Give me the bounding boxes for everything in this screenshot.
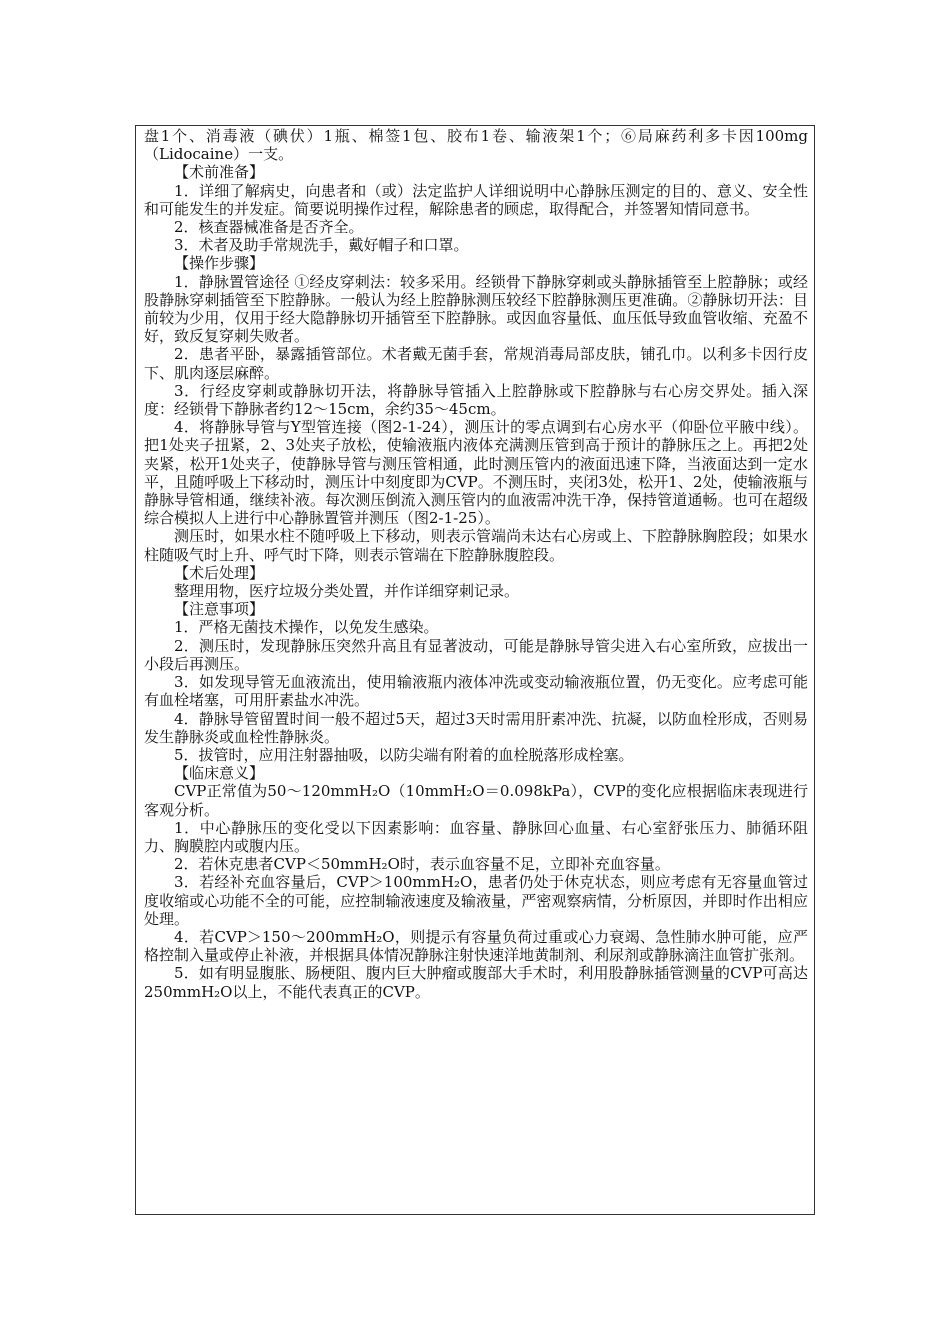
body-paragraph: 2．若休克患者CVP＜50mmH₂O时，表示血容量不足，立即补充血容量。 (174, 855, 670, 874)
body-paragraph: 3．如发现导管无血液流出，使用输液瓶内液体冲洗或变动输液瓶位置，仍无变化。应考虑可能有血栓堵塞，可用肝素盐水冲洗。 (144, 673, 808, 710)
body-paragraph: 1．严格无菌技术操作，以免发生感染。 (174, 618, 439, 637)
body-paragraph: 3．术者及助手常规洗手，戴好帽子和口罩。 (174, 236, 469, 255)
body-paragraph: 5．拔管时，应用注射器抽吸，以防尖端有附着的血栓脱落形成栓塞。 (174, 745, 634, 764)
body-paragraph: 整理用物，医疗垃圾分类处置，并作详细穿刺记录。 (174, 582, 520, 601)
body-paragraph: 4．将静脉导管与Y型管连接（图2-1-24），测压计的零点调到右心房水平（仰卧位平腋中线）。把1处夹子扭紧，2、3处夹子放松，使输液瓶内液体充满测压管到高于预计的静脉压之上。再把2处夹紧，松开1处夹子，使静脉导管与测压管相通，此时测压管内的液面迅速下降，当液面达到一定水平，且随呼吸上下移动时，测压计中刻度即为CVP。不测压时，夹闭3处，松开1、2处，使输液瓶与静脉导管相通，继续补液。每次测压倒流入测压管内的血液需冲洗干净，保持管道通畅。也可在超级综合模拟人上进行中心静脉置管并测压（图2-1-25）。 (144, 418, 808, 528)
section-heading: 【术后处理】 (174, 563, 265, 582)
body-paragraph: 4．若CVP＞150～200mmH₂O，则提示有容量负荷过重或心力衰竭、急性肺水肿可能，应严格控制入量或停止补液，并根据具体情况静脉注射快速洋地黄制剂、利尿剂或静脉滴注血管扩张剂。 (144, 927, 808, 965)
section-heading: 【注意事项】 (174, 600, 265, 619)
section-heading: 【临床意义】 (174, 764, 265, 783)
body-paragraph: 1．静脉置管途径 ①经皮穿刺法：较多采用。经锁骨下静脉穿刺或头静脉插管至上腔静脉；或经股静脉穿刺插管至下腔静脉。一般认为经上腔静脉测压较经下腔静脉测压更准确。②静脉切开法：目前较为少用，仅用于经大隐静脉切开插管至下腔静脉。或因血容量低、血压低导致血管收缩、充盈不好，致反复穿刺失败者。 (144, 272, 808, 346)
body-paragraph: 4．静脉导管留置时间一般不超过5天，超过3天时需用肝素冲洗、抗凝，以防血栓形成，否则易发生静脉炎或血栓性静脉炎。 (144, 709, 808, 746)
body-paragraph: 5．如有明显腹胀、肠梗阻、腹内巨大肿瘤或腹部大手术时，利用股静脉插管测量的CVP可高达250mmH₂O以上，不能代表真正的CVP。 (144, 964, 808, 1001)
body-paragraph: 盘1个、消毒液（碘伏）1瓶、棉签1包、胶布1卷、输液架1个；⑥局麻药利多卡因100mg（Lidocaine）一支。 (144, 127, 808, 164)
body-paragraph: 2．患者平卧，暴露插管部位。术者戴无菌手套，常规消毒局部皮肤，铺孔巾。以利多卡因行皮下、肌肉逐层麻醉。 (144, 345, 808, 382)
document-body (144, 127, 808, 1001)
section-heading: 【术前准备】 (174, 163, 265, 182)
body-paragraph: 2．核查器械准备是否齐全。 (174, 218, 364, 237)
body-paragraph: 测压时，如果水柱不随呼吸上下移动，则表示管端尚未达右心房或上、下腔静脉胸腔段；如果水柱随吸气时上升、呼气时下降，则表示管端在下腔静脉腹腔段。 (144, 527, 808, 564)
body-paragraph: 3．行经皮穿刺或静脉切开法，将静脉导管插入上腔静脉或下腔静脉与右心房交界处。插入深度：经锁骨下静脉者约12～15cm，余约35～45cm。 (144, 381, 808, 419)
body-paragraph: CVP正常值为50～120mmH₂O（10mmH₂O＝0.098kPa），CVP的变化应根据临床表现进行客观分析。 (144, 782, 808, 819)
body-paragraph: 1．中心静脉压的变化受以下因素影响：血容量、静脉回心血量、右心室舒张压力、肺循环阻力、胸膜腔内或腹内压。 (144, 818, 808, 855)
section-heading: 【操作步骤】 (174, 254, 265, 273)
body-paragraph: 3．若经补充血容量后，CVP＞100mmH₂O，患者仍处于休克状态，则应考虑有无容量血管过度收缩或心功能不全的可能，应控制输液速度及输液量，严密观察病情，分析原因，并即时作出相应处理。 (144, 873, 808, 928)
body-paragraph: 2．测压时，发现静脉压突然升高且有显著波动，可能是静脉导管尖进入右心室所致，应拔出一小段后再测压。 (144, 636, 808, 673)
body-paragraph: 1．详细了解病史，向患者和（或）法定监护人详细说明中心静脉压测定的目的、意义、安全性和可能发生的并发症。简要说明操作过程，解除患者的顾虑，取得配合，并签署知情同意书。 (144, 181, 808, 218)
document-page-frame (135, 125, 815, 1215)
